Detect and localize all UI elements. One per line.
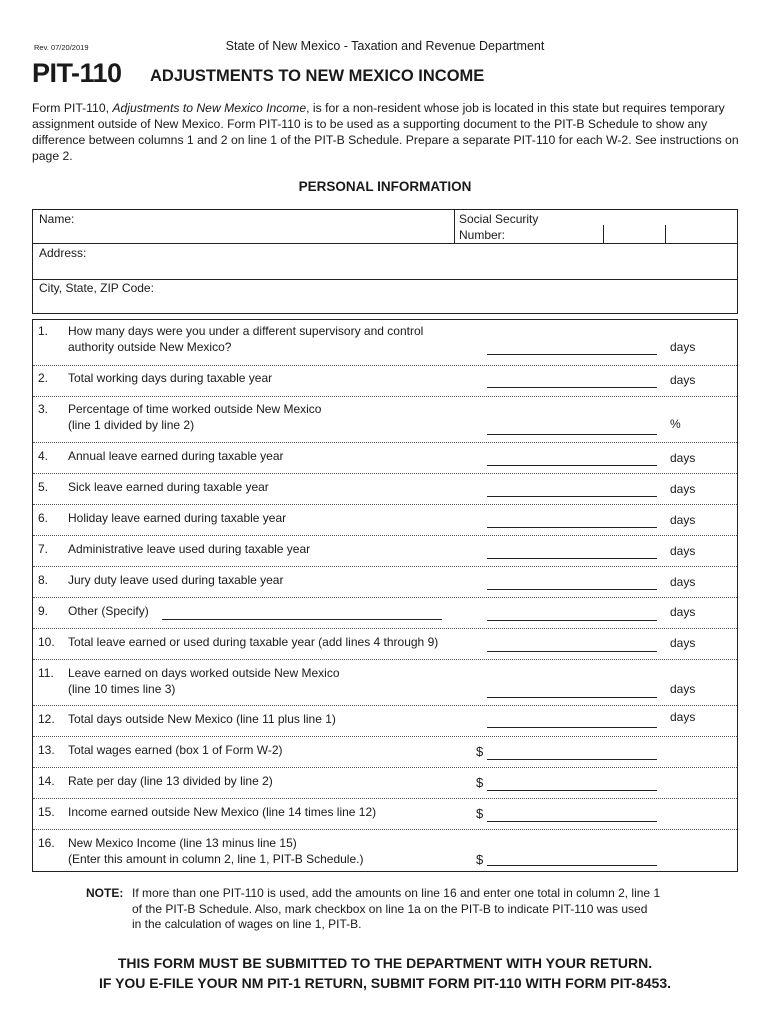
intro-paragraph	[32, 101, 742, 165]
personal-info-heading: PERSONAL INFORMATION	[298, 179, 472, 194]
line-4-input[interactable]	[487, 465, 657, 466]
line-6-text: Holiday leave earned during taxable year	[68, 511, 287, 525]
line-9-unit: days	[670, 605, 696, 619]
name-field[interactable]	[93, 212, 448, 240]
line-9-number: 9.	[38, 604, 49, 618]
line-12-unit: days	[670, 710, 696, 724]
line-1-number: 1.	[38, 324, 49, 338]
line-10-input[interactable]	[487, 651, 657, 652]
line-3-input[interactable]	[487, 434, 657, 435]
note-line-2: of the PIT-B Schedule. Also, mark checkbox on line 1a on the PIT-B to indicate PIT-110 was used	[132, 901, 648, 916]
line-15-currency: $	[476, 806, 484, 821]
line-16-text	[68, 836, 363, 867]
line-8-text: Jury duty leave used during taxable year	[68, 573, 284, 587]
line-10-unit: days	[670, 636, 696, 650]
revision-date: Rev. 07/20/2019	[34, 43, 89, 52]
line-16-input[interactable]	[487, 865, 657, 866]
note-label: NOTE:	[86, 886, 124, 900]
line-4-number: 4.	[38, 449, 49, 463]
city-state-zip-label: City, State, ZIP Code:	[39, 281, 154, 295]
footer-line-1: THIS FORM MUST BE SUBMITTED TO THE DEPARTMENT WITH YOUR RETURN.	[117, 955, 653, 971]
line-1-input[interactable]	[487, 354, 657, 355]
line-3-text-a: Percentage of time worked outside New Mexico	[68, 402, 322, 416]
line-5-text: Sick leave earned during taxable year	[68, 480, 269, 494]
line-3-number: 3.	[38, 402, 49, 416]
line-5-input[interactable]	[487, 496, 657, 497]
line-7-number: 7.	[38, 542, 49, 556]
line-12-input[interactable]	[487, 727, 657, 728]
name-label: Name:	[39, 212, 75, 226]
line-5-number: 5.	[38, 480, 49, 494]
line-1-text-b: authority outside New Mexico?	[68, 339, 232, 354]
line-6-number: 6.	[38, 511, 49, 525]
note-line-1: If more than one PIT-110 is used, add the amounts on line 16 and enter one total in column 2, line 1	[132, 886, 661, 900]
form-number: PIT-110	[32, 58, 122, 88]
line-14-text: Rate per day (line 13 divided by line 2)	[68, 774, 273, 788]
line-15-text: Income earned outside New Mexico (line 14 times line 12)	[68, 805, 377, 819]
line-15-number: 15.	[38, 805, 55, 819]
line-3-text-b: (line 1 divided by line 2)	[68, 417, 195, 432]
address-label: Address:	[39, 246, 87, 260]
line-12-number: 12.	[38, 712, 55, 726]
ssn-label-line1: Social Security	[459, 212, 539, 226]
line-6-input[interactable]	[487, 527, 657, 528]
line-6-unit: days	[670, 513, 696, 527]
intro-body: , is for a non-resident whose job is located in this state but requires temporary assignment outside of New Mexico. Form PIT-110 is to be used as a supporting document to the PIT-B Schedule to show any difference between columns 1 and 2 on line 1 of the PIT-B Schedule. Prepare a separate PIT-110 for each W-2. See instructions on page 2.	[32, 101, 739, 163]
line-2-number: 2.	[38, 371, 49, 385]
line-10-number: 10.	[38, 635, 55, 649]
line-11-text	[68, 666, 340, 697]
line-11-unit: days	[670, 682, 696, 696]
line-16-text-a: New Mexico Income (line 13 minus line 15)	[68, 836, 297, 850]
line-14-input[interactable]	[487, 790, 657, 791]
line-15-input[interactable]	[487, 821, 657, 822]
department-name: State of New Mexico - Taxation and Revenue Department	[225, 39, 545, 53]
line-13-currency: $	[476, 744, 484, 759]
line-4-unit: days	[670, 451, 696, 465]
line-9-text: Other (Specify)	[68, 604, 149, 618]
line-7-input[interactable]	[487, 558, 657, 559]
line-3-text	[68, 402, 321, 433]
line-16-currency: $	[476, 852, 484, 867]
ssn-label-line2: Number:	[459, 228, 506, 242]
line-9-specify-input[interactable]	[162, 619, 442, 620]
form-title: ADJUSTMENTS TO NEW MEXICO INCOME	[150, 67, 485, 85]
note-line-3: in the calculation of wages on line 1, PIT-B.	[132, 917, 362, 931]
line-2-unit: days	[670, 373, 696, 387]
line-9-input[interactable]	[487, 620, 657, 621]
line-11-input[interactable]	[487, 697, 657, 698]
line-2-input[interactable]	[487, 387, 657, 388]
line-16-number: 16.	[38, 836, 55, 850]
line-13-input[interactable]	[487, 759, 657, 760]
line-11-text-b: (line 10 times line 3)	[68, 681, 176, 696]
line-8-unit: days	[670, 575, 696, 589]
line-11-text-a: Leave earned on days worked outside New Mexico	[68, 666, 340, 680]
line-1-text-a: How many days were you under a different supervisory and control	[68, 324, 424, 338]
personal-info-box	[32, 209, 738, 314]
line-8-input[interactable]	[487, 589, 657, 590]
note-block	[86, 886, 706, 933]
address-field[interactable]	[103, 245, 733, 277]
intro-prefix: Form PIT-110,	[32, 101, 113, 115]
line-1-unit: days	[670, 340, 696, 354]
line-1-text	[68, 324, 423, 355]
line-11-number: 11.	[38, 666, 54, 680]
line-16-text-b: (Enter this amount in column 2, line 1, PIT-B Schedule.)	[68, 851, 364, 866]
line-12-text: Total days outside New Mexico (line 11 plus line 1)	[68, 712, 336, 726]
line-13-text: Total wages earned (box 1 of Form W-2)	[68, 743, 283, 757]
line-3-unit: %	[670, 417, 681, 431]
intro-form-title: Adjustments to New Mexico Income	[112, 101, 307, 115]
line-10-text: Total leave earned or used during taxable year (add lines 4 through 9)	[68, 635, 439, 649]
line-2-text: Total working days during taxable year	[68, 371, 273, 385]
line-8-number: 8.	[38, 573, 49, 587]
city-state-zip-field[interactable]	[173, 281, 733, 313]
line-7-unit: days	[670, 544, 696, 558]
line-14-currency: $	[476, 775, 484, 790]
line-4-text: Annual leave earned during taxable year	[68, 449, 284, 463]
line-5-unit: days	[670, 482, 696, 496]
line-14-number: 14.	[38, 774, 55, 788]
footer-line-2: IF YOU E-FILE YOUR NM PIT-1 RETURN, SUBMIT FORM PIT-110 WITH FORM PIT-8453.	[99, 975, 671, 991]
line-13-number: 13.	[38, 743, 55, 757]
line-7-text: Administrative leave used during taxable year	[68, 542, 311, 556]
ssn-field[interactable]	[553, 225, 735, 242]
